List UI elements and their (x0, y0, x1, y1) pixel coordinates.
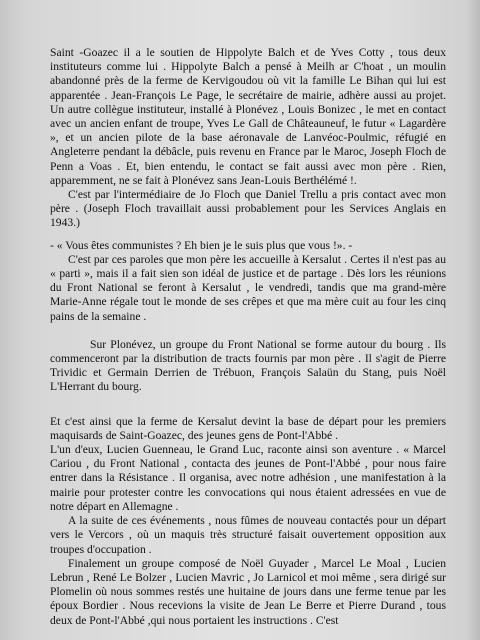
paragraph-quote: - « Vous êtes communistes ? Eh bien je le suis plus que vous !». - (50, 238, 353, 252)
paragraph-kersalut: C'est par ces paroles que mon père les accueille à Kersalut . Certes il n'est pas au « parti », mais il a fait sien son idéal de justice et de partage . Dès lors les réunions du Front National se feront à Kersalut , le vendredi, tandis que ma grand-mère Marie-Anne régale tout le monde de ses crêpes et que ma mère cuit au four les cinq pains de la semaine . (50, 252, 446, 323)
paragraph-saint-goazec: Saint -Goazec il a le soutien de Hippolyte Balch et de Yves Cotty , tous deux instituteurs comme lui . Hippolyte Balch a pensé à Meilh ar C'hoat , un moulin abandonné près de la ferme de Kervigoudou où vit la famille Le Bihan qui lui est apparentée . Jean-François Le Page, le secrétaire de mairie, adhère aussi au projet. Un autre collègue instituteur, installé à Plonévez , Louis Bonizec , le met en contact avec un ancien enfant de troupe, Yves Le Gall de Châteauneuf, le futur « Lagardère », et un ancien pilote de la base aéronavale de Lanvéoc-Poulmic, réfugié en Angleterre pendant la débâcle, puis revenu en France par le Maroc, Joseph Floch de Penn a Voas . Et, bien entendu, le contact se fait aussi avec mon père . Rien, apparemment, ne se fait à Plonévez sans Jean-Louis Berthélémé !. (50, 46, 446, 187)
paragraph-plonevez: Sur Plonévez, un groupe du Front National se forme autour du bourg . Ils commenceront par la distribution de tracts fournis par mon père . Il s'agit de Pierre Trividic et Germain Derrien de Trébuon, François Salaün du Stang, puis Noël L'Herrant du bourg. (50, 337, 446, 394)
page-edge-shadow (466, 0, 480, 640)
paragraph-plomelin: Finalement un groupe composé de Noël Guyader , Marcel Le Moal , Lucien Lebrun , René Le Bolzer , Lucien Mavric , Jo Larnicol et moi même , sera dirigé sur Plomelin où nous sommes restés une huitaine de jours dans une ferme tenue par les époux Bordier . Nous recevions la visite de Jean Le Berre et Pierre Durand , tous deux de Pont-l'Abbé ,qui nous portaient les instructions . C'est (50, 556, 446, 627)
paragraph-base-depart: Et c'est ainsi que la ferme de Kersalut devint la base de départ pour les premiers maquisards de Saint-Goazec, des jeunes gens de Pont-l'Abbé . (50, 414, 446, 442)
paragraph-vercors: A la suite de ces événements , nous fûmes de nouveau contactés pour un départ vers le Vercors , où un maquis très structuré faisait ouvertement opposition aux troupes d'occupation . (50, 514, 446, 556)
document-body (50, 46, 446, 628)
paragraph-jo-floch: C'est par l'intermédiaire de Jo Floch que Daniel Trellu a pris contact avec mon père . (Joseph Floch travaillait aussi probablement pour les Services Anglais en 1943.) (50, 188, 446, 230)
paragraph-lucien-guenneau: L'un d'eux, Lucien Guenneau, le Grand Luc, raconte ainsi son aventure . « Marcel Cariou , du Front National , contacta des jeunes de Pont-l'Abbé , pour nous faire entrer dans la Résistance . Il organisa, avec notre adhésion , une manifestation à la mairie pour protester contre les convocations qui nous étaient adressées en vue de notre départ en Allemagne . (50, 443, 446, 513)
